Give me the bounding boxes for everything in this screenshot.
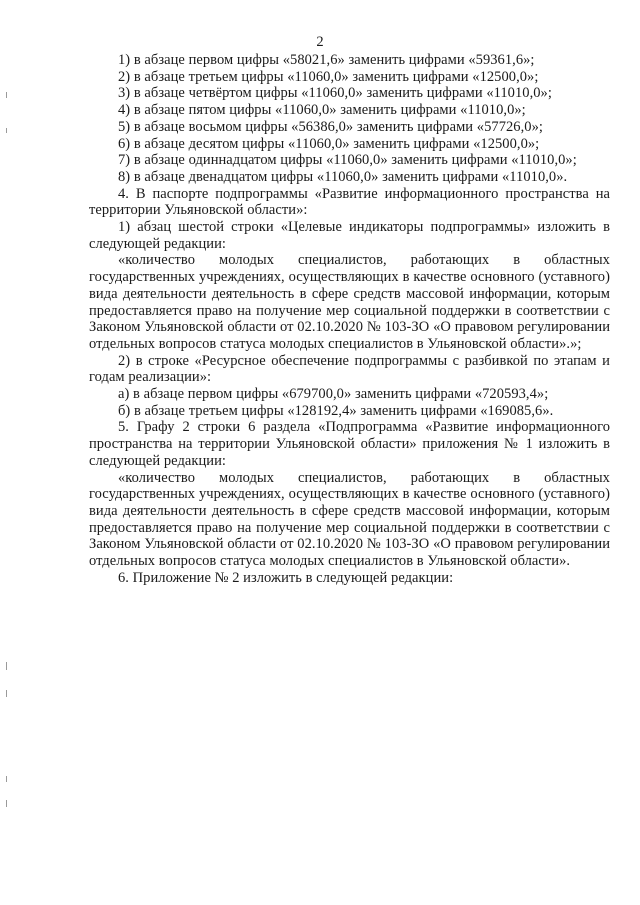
paragraph-amend-5: 5) в абзаце восьмом цифры «56386,0» заменить цифрами «57726,0»;: [118, 118, 543, 135]
paragraph-amend-6: 6) в абзаце десятом цифры «11060,0» заменить цифрами «12500,0»;: [118, 135, 540, 152]
paragraph-section-4: 4. В паспорте подпрограммы «Развитие информационного пространства на территории Ульяновской области»:: [89, 185, 610, 219]
scan-edge-mark: [6, 662, 7, 670]
scan-edge-mark: [6, 800, 7, 807]
paragraph-amend-4: 4) в абзаце пятом цифры «11060,0» заменить цифрами «11010,0»;: [118, 102, 526, 119]
paragraph-item-a: а) в абзаце первом цифры «679700,0» заменить цифрами «720593,4»;: [118, 386, 549, 403]
paragraph-amend-8: 8) в абзаце двенадцатом цифры «11060,0» заменить цифрами «11010,0».: [118, 168, 568, 185]
scan-edge-mark: [6, 92, 7, 98]
paragraph-amend-2: 2) в абзаце третьем цифры «11060,0» заменить цифрами «12500,0»;: [118, 68, 539, 85]
paragraph-quote-column: «количество молодых специалистов, работающих в областных государственных учреждениях, осуществляющих в качестве основного (уставного) вида деятельности деятельность в сфере средств массовой информации, которым предоставляется право на получение мер социальной поддержки в соответствии с Законом Ульяновской области от 02.10.2020 № 103-ЗО «О правовом регулировании отдельных вопросов статуса молодых специалистов в Ульяновской области».: [89, 469, 610, 570]
page-number: 2: [316, 34, 324, 50]
scan-edge-mark: [6, 128, 7, 133]
paragraph-item-b: б) в абзаце третьем цифры «128192,4» заменить цифрами «169085,6».: [118, 402, 554, 419]
paragraph-section-4-item-1: 1) абзац шестой строки «Целевые индикаторы подпрограммы» изложить в следующей редакции:: [89, 219, 610, 252]
paragraph-amend-7: 7) в абзаце одиннадцатом цифры «11060,0» заменить цифрами «11010,0»;: [118, 152, 577, 169]
paragraph-amend-3: 3) в абзаце четвёртом цифры «11060,0» заменить цифрами «11010,0»;: [118, 85, 552, 102]
paragraph-quote-indicator: «количество молодых специалистов, работающих в областных государственных учреждениях, осуществляющих в качестве основного (уставного) вида деятельности деятельность в сфере средств массовой информации, которым предоставляется право на получение мер социальной поддержки в соответствии с Законом Ульяновской области от 02.10.2020 № 103-ЗО «О правовом регулировании отдельных вопросов статуса молодых специалистов в Ульяновской области».»;: [89, 252, 610, 352]
scan-edge-mark: [6, 690, 7, 697]
document-body: [89, 52, 610, 587]
scan-edge-mark: [6, 776, 7, 782]
paragraph-amend-1: 1) в абзаце первом цифры «58021,6» заменить цифрами «59361,6»;: [118, 52, 535, 68]
paragraph-section-4-item-2: 2) в строке «Ресурсное обеспечение подпрограммы с разбивкой по этапам и годам реализации»:: [89, 352, 610, 386]
paragraph-section-5: 5. Графу 2 строки 6 раздела «Подпрограмма «Развитие информационного пространства на территории Ульяновской области» приложения № 1 изложить в следующей редакции:: [89, 419, 610, 469]
paragraph-section-6: 6. Приложение № 2 изложить в следующей редакции:: [118, 569, 454, 586]
